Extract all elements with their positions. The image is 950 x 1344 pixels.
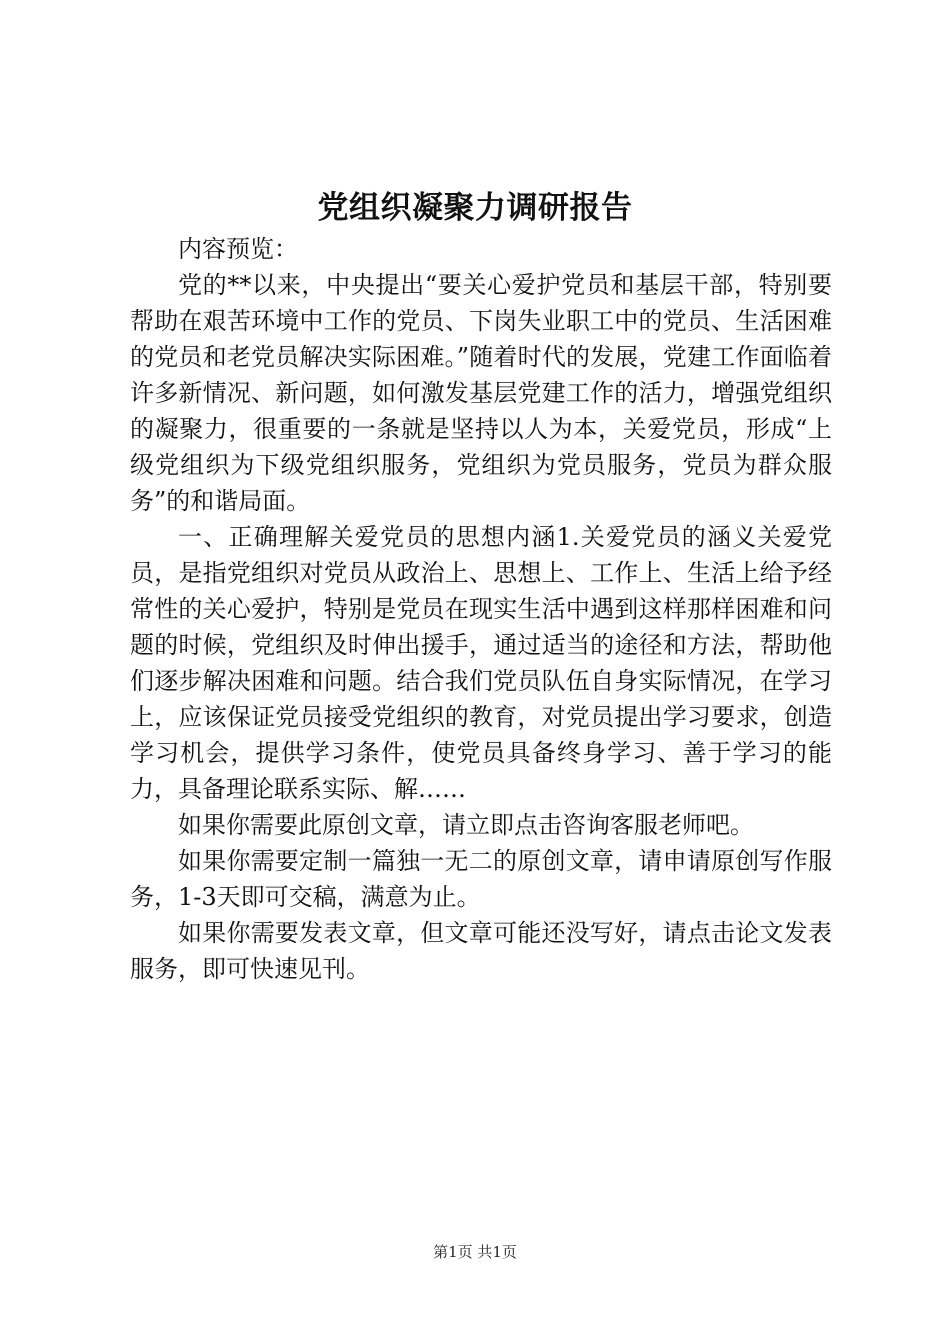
paragraph-publishing: 如果你需要发表文章，但文章可能还没写好，请点击论文发表服务，即可快速见刊。	[130, 919, 832, 983]
preview-label: 内容预览：	[178, 235, 298, 263]
document-title: 党组织凝聚力调研报告	[317, 190, 633, 226]
paragraph-section-one: 一、正确理解关爱党员的思想内涵1.关爱党员的涵义关爱党员，是指党组织对党员从政治上、思想上、工作上、生活上给予经常性的关心爱护，特别是党员在现实生活中遇到这样那样困难和问题的时候，党组织及时伸出援手，通过适当的途径和方法，帮助他们逐步解决困难和问题。结合我们党员队伍自身实际情况，在学习上，应该保证党员接受党组织的教育，对党员提出学习要求，创造学习机会，提供学习条件，使党员具备终身学习、善于学习的能力，具备理论联系实际、解……	[130, 523, 832, 803]
document-body	[130, 231, 832, 987]
page-number-footer: 第1页 共1页	[433, 1243, 517, 1261]
paragraph-custom-writing: 如果你需要定制一篇独一无二的原创文章，请申请原创写作服务，1-3天即可交稿，满意为止。	[130, 847, 832, 911]
paragraph-intro: 党的**以来，中央提出“要关心爱护党员和基层干部，特别要帮助在艰苦环境中工作的党员、下岗失业职工中的党员、生活困难的党员和老党员解决实际困难。”随着时代的发展，党建工作面临着许多新情况、新问题，如何激发基层党建工作的活力，增强党组织的凝聚力，很重要的一条就是坚持以人为本，关爱党员，形成“上级党组织为下级党组织服务，党组织为党员服务，党员为群众服务”的和谐局面。	[130, 271, 832, 515]
paragraph-contact-service: 如果你需要此原创文章，请立即点击咨询客服老师吧。	[178, 811, 754, 839]
